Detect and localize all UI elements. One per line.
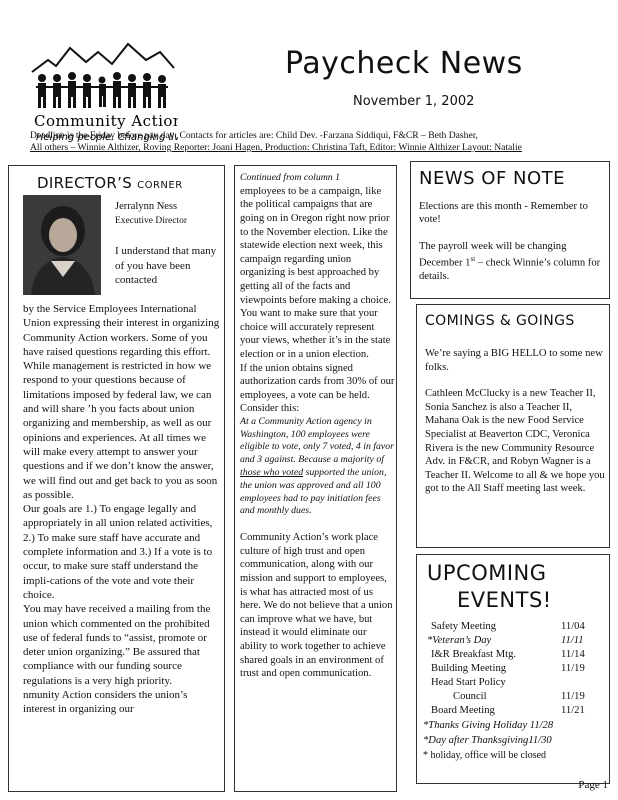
event-name: *Veteran’s Day	[427, 635, 492, 646]
event-name: *Thanks Giving Holiday 11/28	[423, 720, 554, 731]
event-name: * holiday, office will be closed	[423, 750, 547, 761]
director-name: Jerralynn Ness	[115, 201, 178, 212]
portrait-icon	[23, 195, 101, 295]
comings-goings-heading: COMINGS & GOINGS	[425, 313, 575, 329]
event-name: I&R Breakfast Mtg.	[431, 649, 517, 660]
event-row	[431, 649, 585, 660]
director-photo	[23, 195, 101, 295]
cg-paragraph: We’re saying a BIG HELLO to some new folks.	[425, 348, 603, 373]
news-of-note-heading: NEWS OF NOTE	[419, 168, 566, 189]
director-role: Executive Director	[115, 216, 188, 226]
event-date: 11/21	[561, 705, 585, 716]
news-of-note-box	[410, 161, 610, 299]
event-row	[431, 677, 506, 688]
event-name: Head Start Policy	[431, 677, 506, 688]
community-action-logo	[28, 30, 178, 142]
event-date: 11/04	[561, 621, 585, 632]
event-name: *Day after Thanksgiving11/30	[423, 735, 552, 746]
contacts-line-2: All others – Winnie Althizer, Roving Reporter: Joani Hagen, Production: Christina Taft, Editor: Winnie Althizer Layout: Natalie	[30, 142, 522, 153]
directors-corner-heading	[37, 174, 183, 192]
event-row	[431, 705, 585, 716]
event-row	[423, 720, 553, 731]
upcoming-heading: UPCOMING	[427, 561, 547, 585]
news-item: Elections are this month - Remember to vote!	[419, 201, 588, 226]
news-item	[419, 240, 604, 284]
article-paragraph: nmunity Action considers the union’s interest in organizing our	[23, 689, 188, 716]
logo-tagline: Helping people. Changing li	[36, 132, 175, 142]
event-date: 11/11	[561, 635, 584, 646]
contacts-line	[30, 130, 590, 154]
comings-goings-box	[416, 304, 610, 548]
event-date: 11/19	[561, 663, 585, 674]
event-row	[453, 691, 585, 702]
article-body	[23, 302, 221, 717]
event-row	[427, 635, 584, 646]
article-paragraph: Community Action’s work place culture of high trust and open communication, along with our mission and support to employees, is what has attracted most of us here. We do not believe that a union can improve what we have, but instead it would eliminate our ability to work together to achieve shared goals in an environment of trust and open communication.	[240, 532, 393, 680]
event-name: Council	[453, 691, 487, 702]
event-name: Safety Meeting	[431, 621, 497, 632]
event-row	[431, 621, 585, 632]
superscript: st	[470, 255, 476, 264]
contacts-line-1: Deadline is the Friday before pay day; Contacts for articles are: Child Dev. -Farzana Siddiqui, F&CR – Beth Dasher,	[30, 130, 478, 141]
article-paragraph: If the union obtains signed authorization cards from 30% of our employees, a vote can be held. Consider this:	[240, 362, 395, 415]
event-row	[423, 750, 546, 761]
article-paragraph: Our goals are 1.) To engage legally and appropriately in all union related activities, 2.) To make sure staff have accurate and complete information and 3.) If a vote is to occur, to make sure staff understand the impli-cations of the vote and vote their choice.	[23, 503, 213, 601]
news-text: – check Winnie’s column for details.	[419, 257, 601, 283]
event-date: 11/19	[561, 691, 585, 702]
news-text: The payroll week will be changing December 1	[419, 240, 567, 269]
logo-wordmark: Community Action	[34, 112, 178, 130]
example-text: At a Community Action agency in Washington, 100 employees were eligible to vote, only 7 voted, 4 in favor and 3 against. Because a majority of	[240, 415, 394, 466]
event-row	[431, 663, 585, 674]
cg-paragraph: Cathleen McClucky is a new Teacher II, Sonia Sanchez is also a Teacher II, Mahana Oak is the new Food Service Specialist at Beaverton CDC, Veronica Rivera is the new Community Resource Adv. in F&CR, and Robyn Wagner is a Teacher II. Welcome to all & we hope you got to the All Staff meeting last week.	[425, 388, 605, 495]
event-name: Building Meeting	[431, 663, 507, 674]
example-emphasis: those who voted	[240, 467, 304, 479]
example-paragraph	[240, 416, 396, 518]
example-text: supported the union, the union was approved and all 100 employees had to pay initiation fees and monthly dues.	[240, 467, 387, 517]
issue-date: November 1, 2002	[353, 94, 475, 109]
article-paragraph: by the Service Employees International Union expressing their interest in organizing Community Action workers. Some of you have raised questions regarding this effort. While management is restricted in how we respond to your questions because of limitations imposed by federal law, we can and will share ’h you facts about union organizing and membership, as well as our opinions and experiences. At all times we will make every attempt to answer your questions and if we don’t know the answer, we will find out and get back to you as soon as possible.	[23, 303, 220, 501]
comings-goings-body	[425, 347, 605, 496]
upcoming-events-box	[416, 554, 610, 784]
article-lead: I understand that many of you have been contacted	[115, 245, 217, 286]
event-date: 11/14	[561, 649, 585, 660]
event-name: Board Meeting	[431, 705, 495, 716]
continued-column	[234, 165, 397, 792]
directors-corner-column	[8, 165, 225, 792]
article-paragraph: employees to be a campaign, like the political campaigns that are going on in Oregon right now prior to the November election. Like the statewide election next week, this campaign regarding union organizing is best approached by getting all of the facts and viewpoints before making a choice. You want to make sure that your choice will accurately represent your views, whether it’s in the state election or in a union election.	[240, 185, 391, 360]
page-number: Page 1	[578, 779, 608, 791]
news-of-note-body	[419, 200, 604, 284]
event-row	[423, 735, 552, 746]
newsletter-title: Paycheck News	[285, 46, 523, 81]
continued-article	[240, 172, 396, 681]
people-roof-logo-icon	[28, 30, 178, 142]
article-paragraph: You may have received a mailing from the union which commented on the prohibited use of federal funds to “assist, promote or deter union organizing.” Be assured that compliance with our funding source regulations is a very high priority.	[23, 603, 211, 687]
continued-note: Continued from column 1	[240, 172, 341, 183]
heading-small: CORNER	[137, 180, 183, 191]
heading-main: DIRECTOR’S	[37, 174, 133, 192]
events-heading: EVENTS!	[457, 588, 552, 612]
